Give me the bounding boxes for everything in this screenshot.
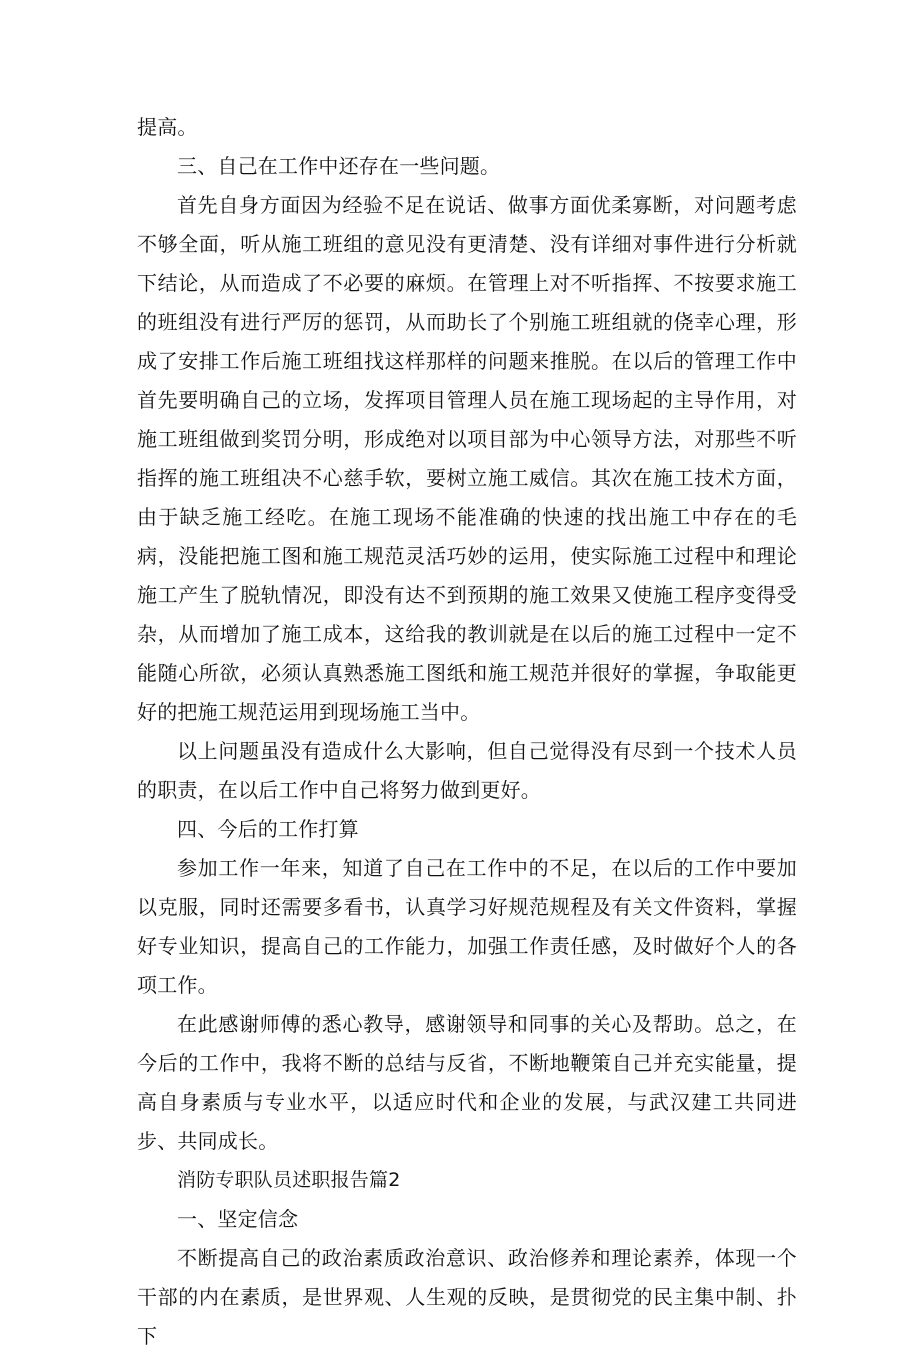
paragraph-problems-detail: 首先自身方面因为经验不足在说话、做事方面优柔寡断，对问题考虑不够全面，听从施工班组的意见没有更清楚、没有详细对事件进行分析就下结论，从而造成了不必要的麻烦。在管理上对不听指挥、不按要求施工的班组没有进行严厉的惩罚，从而助长了个别施工班组就的侥幸心理，形成了安排工作后施工班组找这样那样的问题来推脱。在以后的管理工作中首先要明确自己的立场，发挥项目管理人员在施工现场起的主导作用，对施工班组做到奖罚分明，形成绝对以项目部为中心领导方法，对那些不听指挥的施工班组决不心慈手软，要树立施工威信。其次在施工技术方面，由于缺乏施工经吃。在施工现场不能准确的快速的找出施工中存在的毛病，没能把施工图和施工规范灵活巧妙的运用，使实际施工过程中和理论施工产生了脱轨情况，即没有达不到预期的施工效果又使施工程序变得受杂，从而增加了施工成本，这给我的教训就是在以后的施工过程中一定不能随心所欲，必须认真熟悉施工图纸和施工规范并很好的掌握，争取能更好的把施工规范运用到现场施工当中。 xyxy=(137,193,797,724)
section-heading-firm-belief: 一、坚定信念 xyxy=(177,1207,299,1231)
section-heading-future-plans: 四、今后的工作打算 xyxy=(177,817,359,841)
report-title-part-2: 消防专职队员述职报告篇2 xyxy=(177,1169,401,1191)
paragraph-continuation: 提高。 xyxy=(137,115,198,139)
paragraph-thanks: 在此感谢师傅的悉心教导，感谢领导和同事的关心及帮助。总之，在今后的工作中，我将不断的总结与反省，不断地鞭策自己并充实能量，提高自身素质与专业水平，以适应时代和企业的发展，与武汉建工共同进步、共同成长。 xyxy=(137,1012,797,1153)
section-heading-problems: 三、自己在工作中还存在一些问题。 xyxy=(177,154,501,178)
document-body xyxy=(137,108,797,1356)
paragraph-problems-summary: 以上问题虽没有造成什么大影响，但自己觉得没有尽到一个技术人员的职责，在以后工作中自己将努力做到更好。 xyxy=(137,739,797,802)
paragraph-future-plans: 参加工作一年来，知道了自己在工作中的不足，在以后的工作中要加以克服，同时还需要多看书，认真学习好规范规程及有关文件资料，掌握好专业知识，提高自己的工作能力，加强工作责任感，及时做好个人的各项工作。 xyxy=(137,856,797,997)
paragraph-firm-belief: 不断提高自己的政治素质政治意识、政治修养和理论素养，体现一个干部的内在素质，是世界观、人生观的反映，是贯彻党的民主集中制、扑下 xyxy=(137,1246,797,1348)
